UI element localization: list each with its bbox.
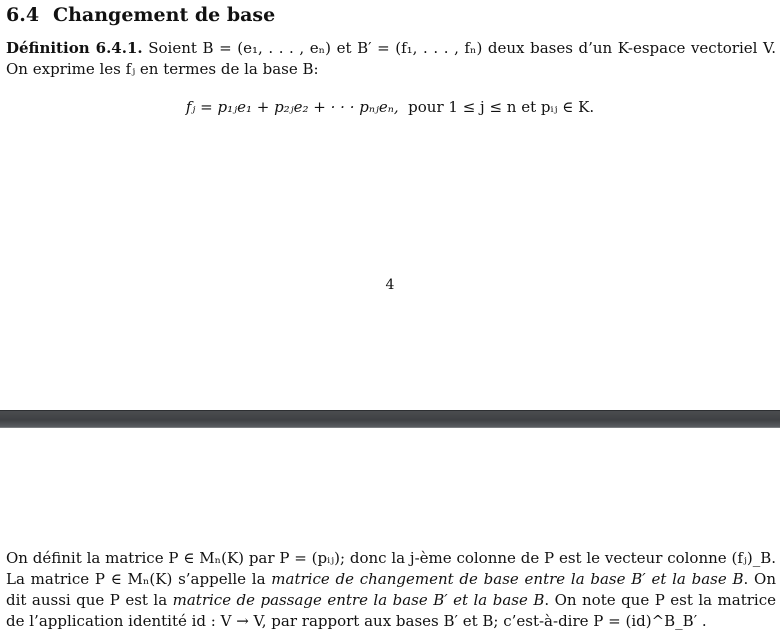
section-heading xyxy=(6,4,275,26)
emphasis-transition-matrix: matrice de passage entre la base B′ et la base B xyxy=(172,591,545,609)
paragraph-text-3: . On note que P est la matrice de l’application identité id : V → V, par rapport aux bases B′ et B; c’est-à-dire P = (id)^B_B′ . xyxy=(6,591,776,630)
page-number: 4 xyxy=(385,277,395,293)
section-title: Changement de base xyxy=(53,4,276,26)
formula-expression: fⱼ = p₁ⱼe₁ + p₂ⱼe₂ + · · · pₙⱼeₙ, xyxy=(185,98,399,116)
definition-text: Soient B = (e₁, . . . , eₙ) et B′ = (f₁, . . . , fₙ) deux bases d’un K-espace vectoriel V. On exprime les fⱼ en termes de la base B: xyxy=(6,39,776,78)
document-page-bottom xyxy=(0,428,780,633)
display-formula xyxy=(0,96,780,118)
matrix-definition-paragraph xyxy=(6,548,776,632)
page-separator xyxy=(0,410,780,428)
paragraph-text-1: On définit la matrice P ∈ Mₙ(K) par P = (pᵢⱼ); donc la j-ème colonne de P est le vecteur colonne (fⱼ)_B. La matrice P ∈ Mₙ(K) s’appelle la xyxy=(6,549,776,588)
definition-label: Définition 6.4.1. xyxy=(6,39,143,57)
paragraph-text-2: . On dit aussi que P est la xyxy=(6,570,776,609)
emphasis-change-of-basis-matrix: matrice de changement de base entre la base B′ et la base B xyxy=(271,570,744,588)
formula-condition: pour 1 ≤ j ≤ n et pᵢⱼ ∈ K. xyxy=(408,98,595,116)
section-number: 6.4 xyxy=(6,4,40,26)
definition-paragraph xyxy=(6,38,776,80)
